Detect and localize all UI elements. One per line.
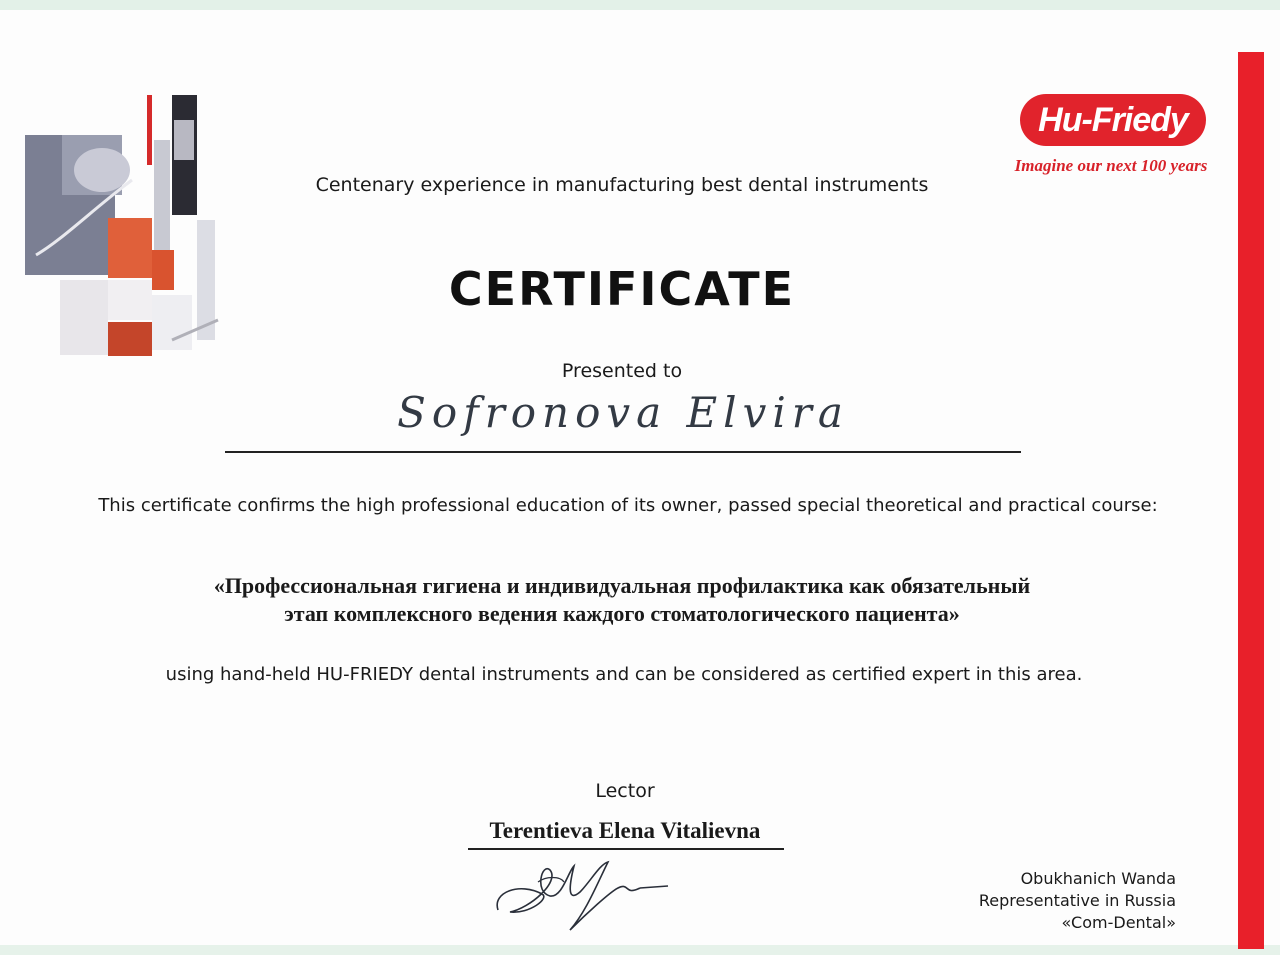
logo-brand-text: Hu-Friedy <box>1038 100 1188 139</box>
representative-company: «Com-Dental» <box>1061 913 1176 932</box>
lector-signature <box>490 852 680 932</box>
course-title <box>100 572 1144 628</box>
logo-slogan: Imagine our next 100 years <box>1014 156 1208 175</box>
usage-text: using hand-held HU-FRIEDY dental instruments and can be considered as certified expert in this area. <box>165 664 1083 685</box>
representative-block <box>930 868 1176 934</box>
lector-underline <box>468 848 784 850</box>
representative-role: Representative in Russia <box>978 891 1176 910</box>
certificate-title: CERTIFICATE <box>448 262 796 316</box>
course-title-line-1: «Профессиональная гигиена и индивидуальная профилактика как обязательный <box>213 573 1031 598</box>
recipient-name: Sofronova Elvira <box>397 388 849 437</box>
lector-label: Lector <box>595 780 655 802</box>
logo-oval <box>1020 94 1206 146</box>
representative-name: Obukhanich Wanda <box>1020 869 1176 888</box>
presented-to-label: Presented to <box>561 360 683 382</box>
recipient-underline <box>225 451 1021 453</box>
confirmation-text: This certificate confirms the high professional education of its owner, passed special theoretical and practical course: <box>98 495 1158 516</box>
lector-name: Terentieva Elena Vitalievna <box>489 818 761 843</box>
hu-friedy-logo <box>996 90 1226 182</box>
course-title-line-2: этап комплексного ведения каждого стоматологического пациента» <box>284 601 960 626</box>
tagline: Centenary experience in manufacturing best dental instruments <box>315 174 929 196</box>
dental-collage-image <box>22 90 222 365</box>
